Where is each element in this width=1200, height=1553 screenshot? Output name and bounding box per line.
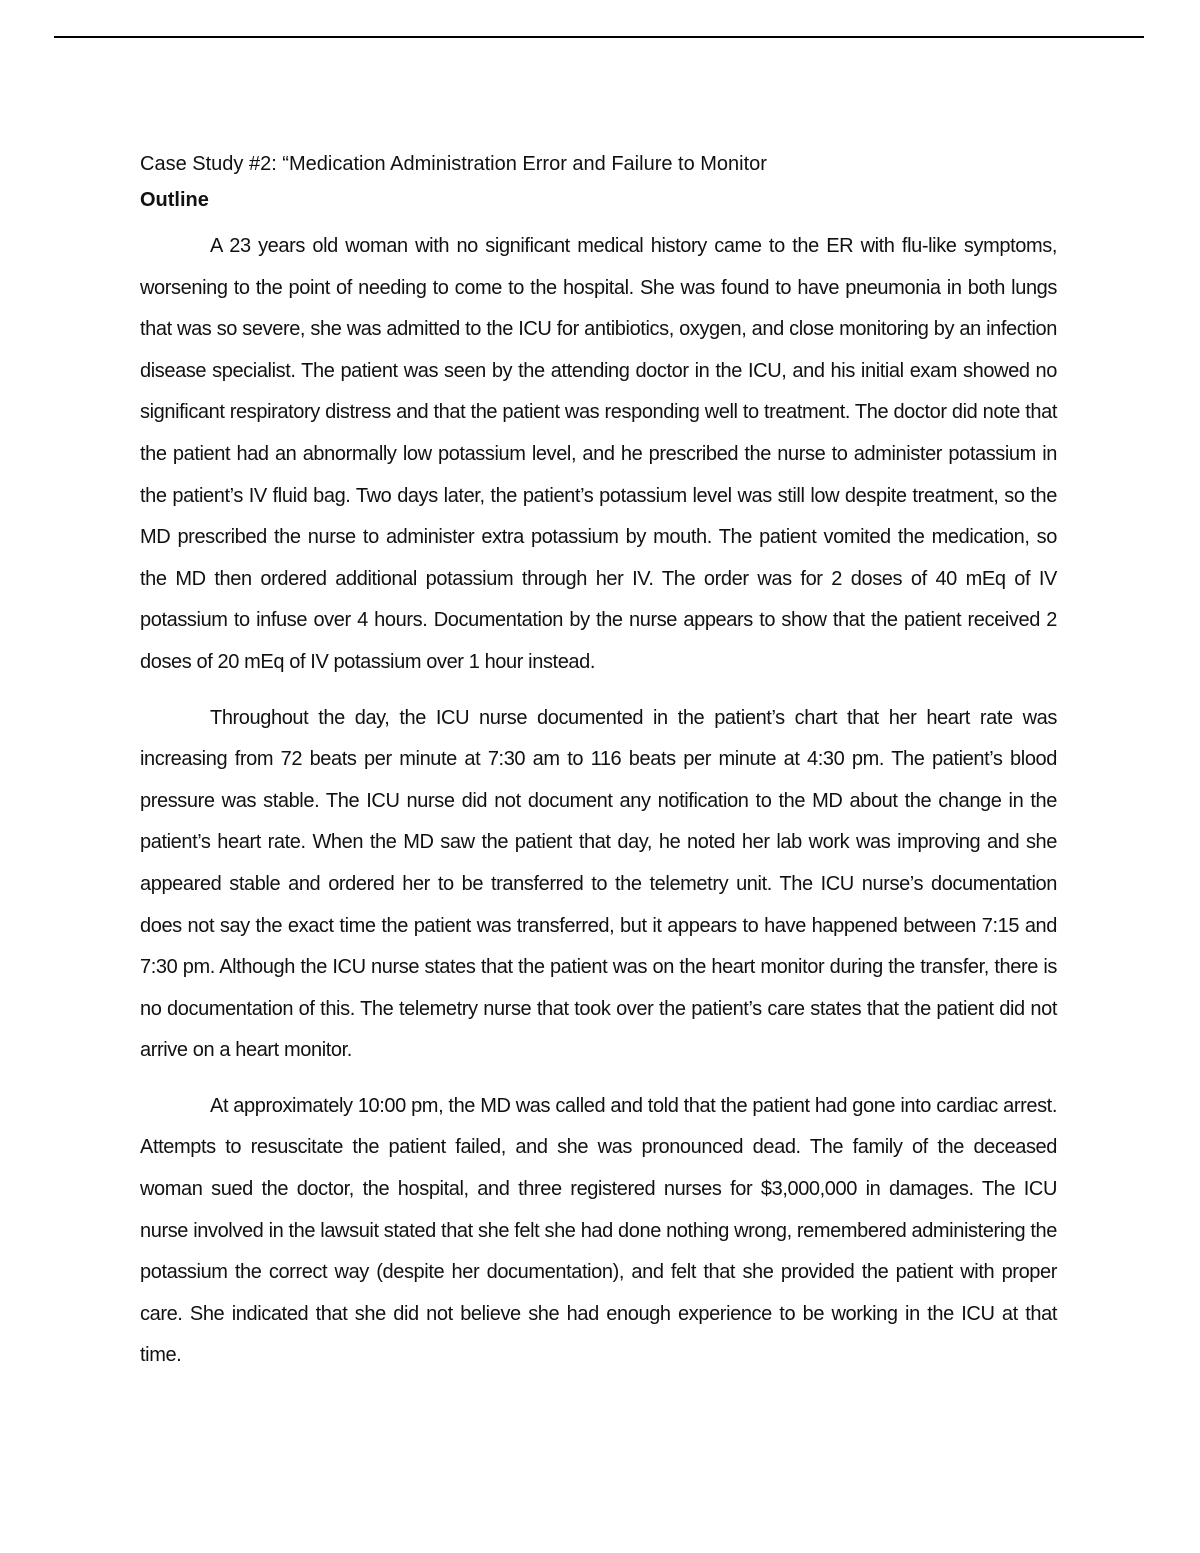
document-body <box>140 148 1057 1391</box>
paragraph-3: At approximately 10:00 pm, the MD was called and told that the patient had gone into cardiac arrest. Attempts to resuscitate the patient failed, and she was pronounced dead. The family of the deceased woman sued the doctor, the hospital, and three registered nurses for $3,000,000 in damages. The ICU nurse involved in the lawsuit stated that she felt she had done nothing wrong, remembered administering the potassium the correct way (despite her documentation), and felt that she provided the patient with proper care. She indicated that she did not believe she had enough experience to be working in the ICU at that time. <box>140 1094 1057 1367</box>
paragraph-1: A 23 years old woman with no significant medical history came to the ER with flu-like symptoms, worsening to the point of needing to come to the hospital. She was found to have pneumonia in both lungs that was so severe, she was admitted to the ICU for antibiotics, oxygen, and close monitoring by an infection disease specialist. The patient was seen by the attending doctor in the ICU, and his initial exam showed no significant respiratory distress and that the patient was responding well to treatment. The doctor did note that the patient had an abnormally low potassium level, and he prescribed the nurse to administer potassium in the patient’s IV fluid bag. Two days later, the patient’s potassium level was still low despite treatment, so the MD prescribed the nurse to administer extra potassium by mouth. The patient vomited the medication, so the MD then ordered additional potassium through her IV. The order was for 2 doses of 40 mEq of IV potassium to infuse over 4 hours. Documentation by the nurse appears to show that the patient received 2 doses of 20 mEq of IV potassium over 1 hour instead. <box>140 235 1057 673</box>
header-rule <box>54 36 1144 38</box>
document-title: Case Study #2: “Medication Administration Error and Failure to Monitor <box>140 153 767 175</box>
paragraph-2: Throughout the day, the ICU nurse documented in the patient’s chart that her heart rate was increasing from 72 beats per minute at 7:30 am to 116 beats per minute at 4:30 pm. The patient’s blood pressure was stable. The ICU nurse did not document any notification to the MD about the change in the patient’s heart rate. When the MD saw the patient that day, he noted her lab work was improving and she appeared stable and ordered her to be transferred to the telemetry unit. The ICU nurse’s documentation does not say the exact time the patient was transferred, but it appears to have happened between 7:15 and 7:30 pm. Although the ICU nurse states that the patient was on the heart monitor during the transfer, there is no documentation of this. The telemetry nurse that took over the patient’s care states that the patient did not arrive on a heart monitor. <box>140 706 1057 1062</box>
section-heading-outline: Outline <box>140 189 209 211</box>
